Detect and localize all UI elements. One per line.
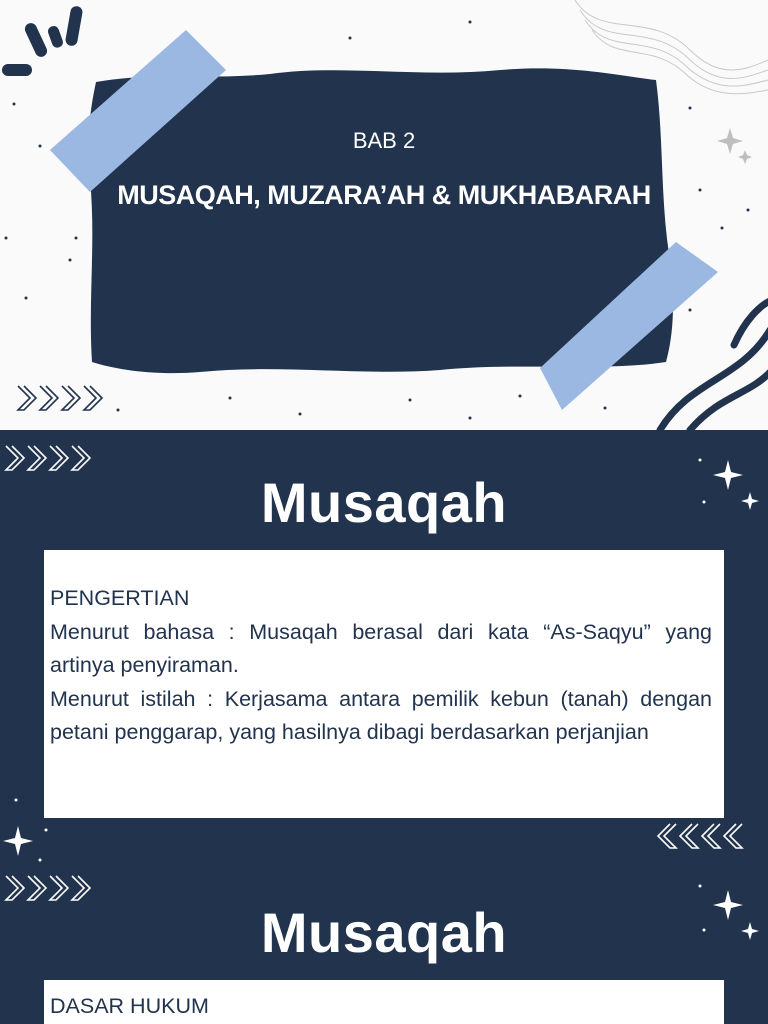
definition-paragraph-istilah: Menurut istilah : Kerjasama antara pemilik kebun (tanah) dengan petani penggarap, yang hasilnya dibagi berdasarkan perjanjian (50, 686, 712, 744)
title-slide (0, 0, 768, 430)
definition-card (44, 550, 724, 818)
content-slides (0, 430, 768, 1024)
chapter-title: MUSAQAH, MUZARA’AH & MUKHABARAH (117, 180, 651, 210)
chapter-label: BAB 2 (352, 128, 416, 153)
section-heading-musaqah-2: Musaqah (260, 901, 508, 964)
section-heading-musaqah: Musaqah (260, 471, 508, 534)
chevron-right-outline-icon (6, 446, 90, 470)
chevron-right-outline-icon-2 (6, 876, 90, 900)
swirl-lines-icon (660, 300, 768, 430)
legal-basis-label: DASAR HUKUM (50, 994, 209, 1018)
definition-paragraph-bahasa: Menurut bahasa : Musaqah berasal dari kata “As-Saqyu” yang artinya penyiraman. (50, 619, 712, 677)
chevron-left-outline-icon (658, 824, 742, 848)
legal-basis-card (44, 980, 724, 1024)
definition-label: PENGERTIAN (50, 586, 190, 610)
chevron-outline-icon (18, 386, 102, 410)
brush-strokes-icon (2, 5, 83, 76)
title-slide-decor (0, 0, 768, 430)
